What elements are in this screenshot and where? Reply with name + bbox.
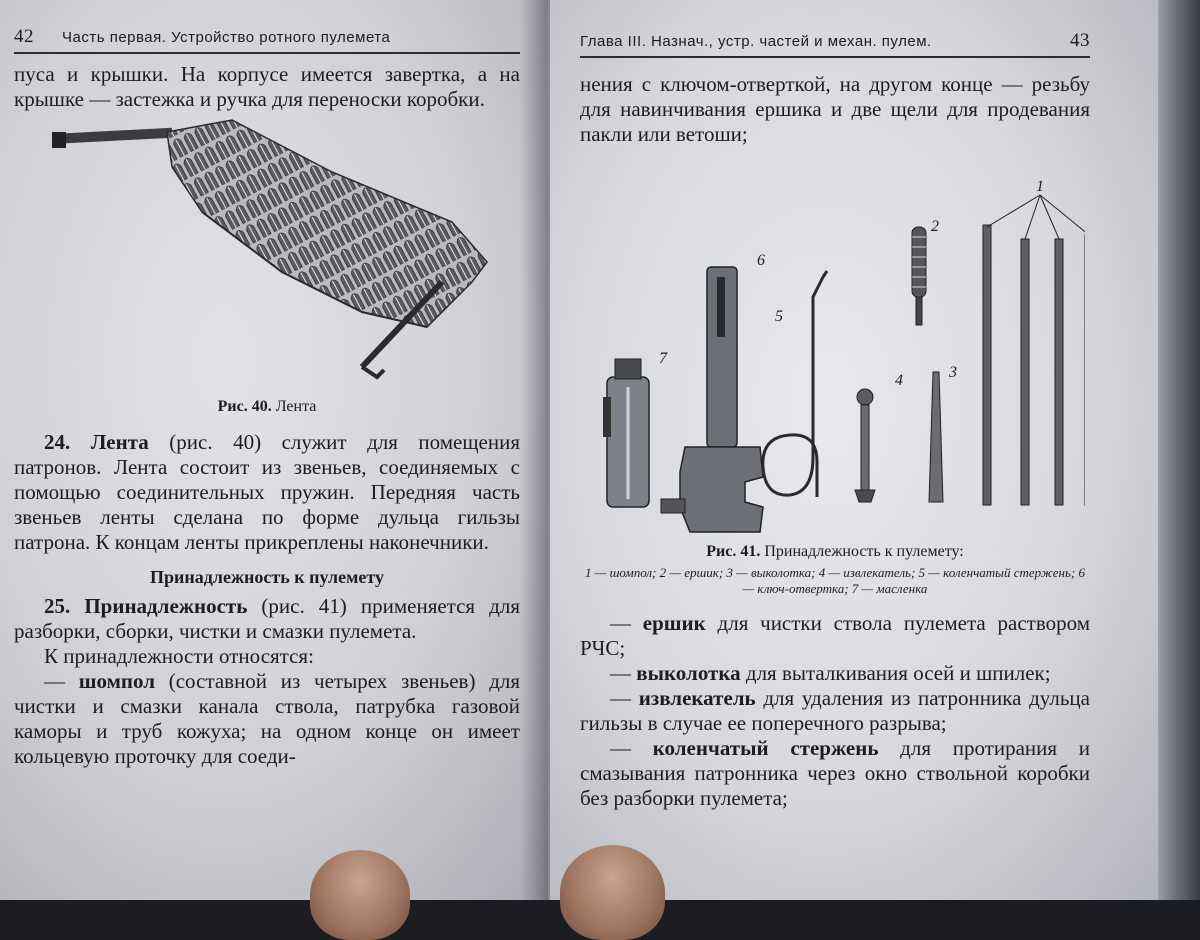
right-header-title: Глава III. Назнач., устр. частей и механ. пулем. xyxy=(580,33,932,50)
callout-4: 4 xyxy=(895,372,903,389)
list-text: для протирания и смазывания патронника через окно ствольной коробки без разборки пулемета; xyxy=(580,736,1090,810)
callout-3: 3 xyxy=(949,364,957,381)
right-page-number: 43 xyxy=(1070,30,1090,51)
section-24-text: (рис. 40) служит для помещения патронов. Лента состоит из звеньев, соединяемых с помощью соединительных пружин. Передняя часть звеньев ленты сделана по форме дульца гильзы патрона. К концам ленты прикреплены наконечники. xyxy=(14,430,520,554)
left-header-title: Часть первая. Устройство ротного пулемета xyxy=(62,29,391,46)
brush-drawing xyxy=(912,227,926,325)
figure-41-title: Принадлежность к пулемету: xyxy=(764,543,964,560)
list-dash: — xyxy=(44,669,79,693)
list-item-kolenchaty-sterzhen xyxy=(580,736,1090,811)
figure-41-label: Рис. 41. xyxy=(706,543,761,560)
right-running-header xyxy=(580,30,1090,58)
drift-drawing xyxy=(929,372,943,502)
right-continuation-paragraph: нения с ключом-отверткой, на другом конце — резьбу для навинчивания ершика и две щели для продевания пакли или ветоши; xyxy=(580,72,1090,146)
list-dash: — xyxy=(610,736,653,760)
left-page xyxy=(0,0,560,900)
left-page-number: 42 xyxy=(14,26,34,47)
section-24-paragraph xyxy=(14,430,520,555)
accessories-illustration xyxy=(585,147,1085,537)
figure-40-caption xyxy=(14,398,520,416)
list-text: для выталкивания осей и шпилек; xyxy=(740,661,1051,685)
cleaning-rods-drawing xyxy=(983,195,1085,505)
page-edges xyxy=(1158,0,1200,900)
extractor-drawing xyxy=(855,389,875,502)
list-text: для удаления из патронника дульца гильзы в случае ее поперечного разрыва; xyxy=(580,686,1090,735)
section-25-text: (рис. 41) применяется для разборки, сборки, чистки и смазки пулемета. xyxy=(14,594,520,643)
list-item-vykolotka xyxy=(580,661,1090,686)
oiler-drawing xyxy=(603,359,649,507)
section-24-number: 24. xyxy=(44,430,71,454)
callout-7: 7 xyxy=(659,350,667,367)
list-dash: — xyxy=(610,611,643,635)
callout-2: 2 xyxy=(931,218,939,235)
list-item-shompol xyxy=(14,669,520,769)
figure-41-legend: 1 — шомпол; 2 — ершик; 3 — выколотка; 4 — извлекатель; 5 — коленчатый стержень; 6 — ключ-отвертка; 7 — масленка xyxy=(585,565,1085,596)
section-25-number: 25. xyxy=(44,594,71,618)
bent-rod-drawing xyxy=(763,271,827,497)
wrench-screwdriver-drawing xyxy=(661,267,763,532)
list-text: для чистки ствола пулемета раствором РЧС; xyxy=(580,611,1090,660)
list-text: (составной из четырех звеньев) для чистки и смазки канала ствола, патрубка газовой каморы и труб кожуха; на одном конце он имеет кольцевую проточку для соеди- xyxy=(14,669,521,768)
figure-40-label: Рис. 40. xyxy=(217,398,272,415)
thumb-right xyxy=(560,845,665,940)
callout-6: 6 xyxy=(757,252,765,269)
figure-41-caption xyxy=(580,543,1090,561)
section-subheading: Принадлежность к пулемету xyxy=(150,567,384,587)
callout-1: 1 xyxy=(1036,178,1044,195)
list-term: шомпол xyxy=(78,669,155,693)
list-term: коленчатый стержень xyxy=(652,736,879,760)
list-item-izvlekatel xyxy=(580,686,1090,736)
list-term: ершик xyxy=(642,611,706,635)
list-item-ershik xyxy=(580,611,1090,661)
list-dash: — xyxy=(610,686,639,710)
thumb-left xyxy=(310,850,410,940)
section-25-term: Принадлежность xyxy=(84,594,248,618)
section-24-term: Лента xyxy=(90,430,149,454)
list-term: выколотка xyxy=(636,661,741,685)
section-25-paragraph xyxy=(14,594,520,644)
callout-5: 5 xyxy=(775,308,783,325)
figure-40-title: Лента xyxy=(275,398,317,415)
ammunition-belt-illustration xyxy=(32,112,502,392)
list-dash: — xyxy=(610,661,637,685)
list-term: извлекатель xyxy=(638,686,756,710)
left-intro-paragraph: пуса и крышки. На корпусе имеется завертка, а на крышке — застежка и ручка для переноски коробки. xyxy=(14,62,520,111)
left-running-header xyxy=(14,26,520,54)
list-intro: К принадлежности относятся: xyxy=(44,644,314,668)
accessory-list xyxy=(580,611,1090,811)
right-page xyxy=(548,0,1160,900)
